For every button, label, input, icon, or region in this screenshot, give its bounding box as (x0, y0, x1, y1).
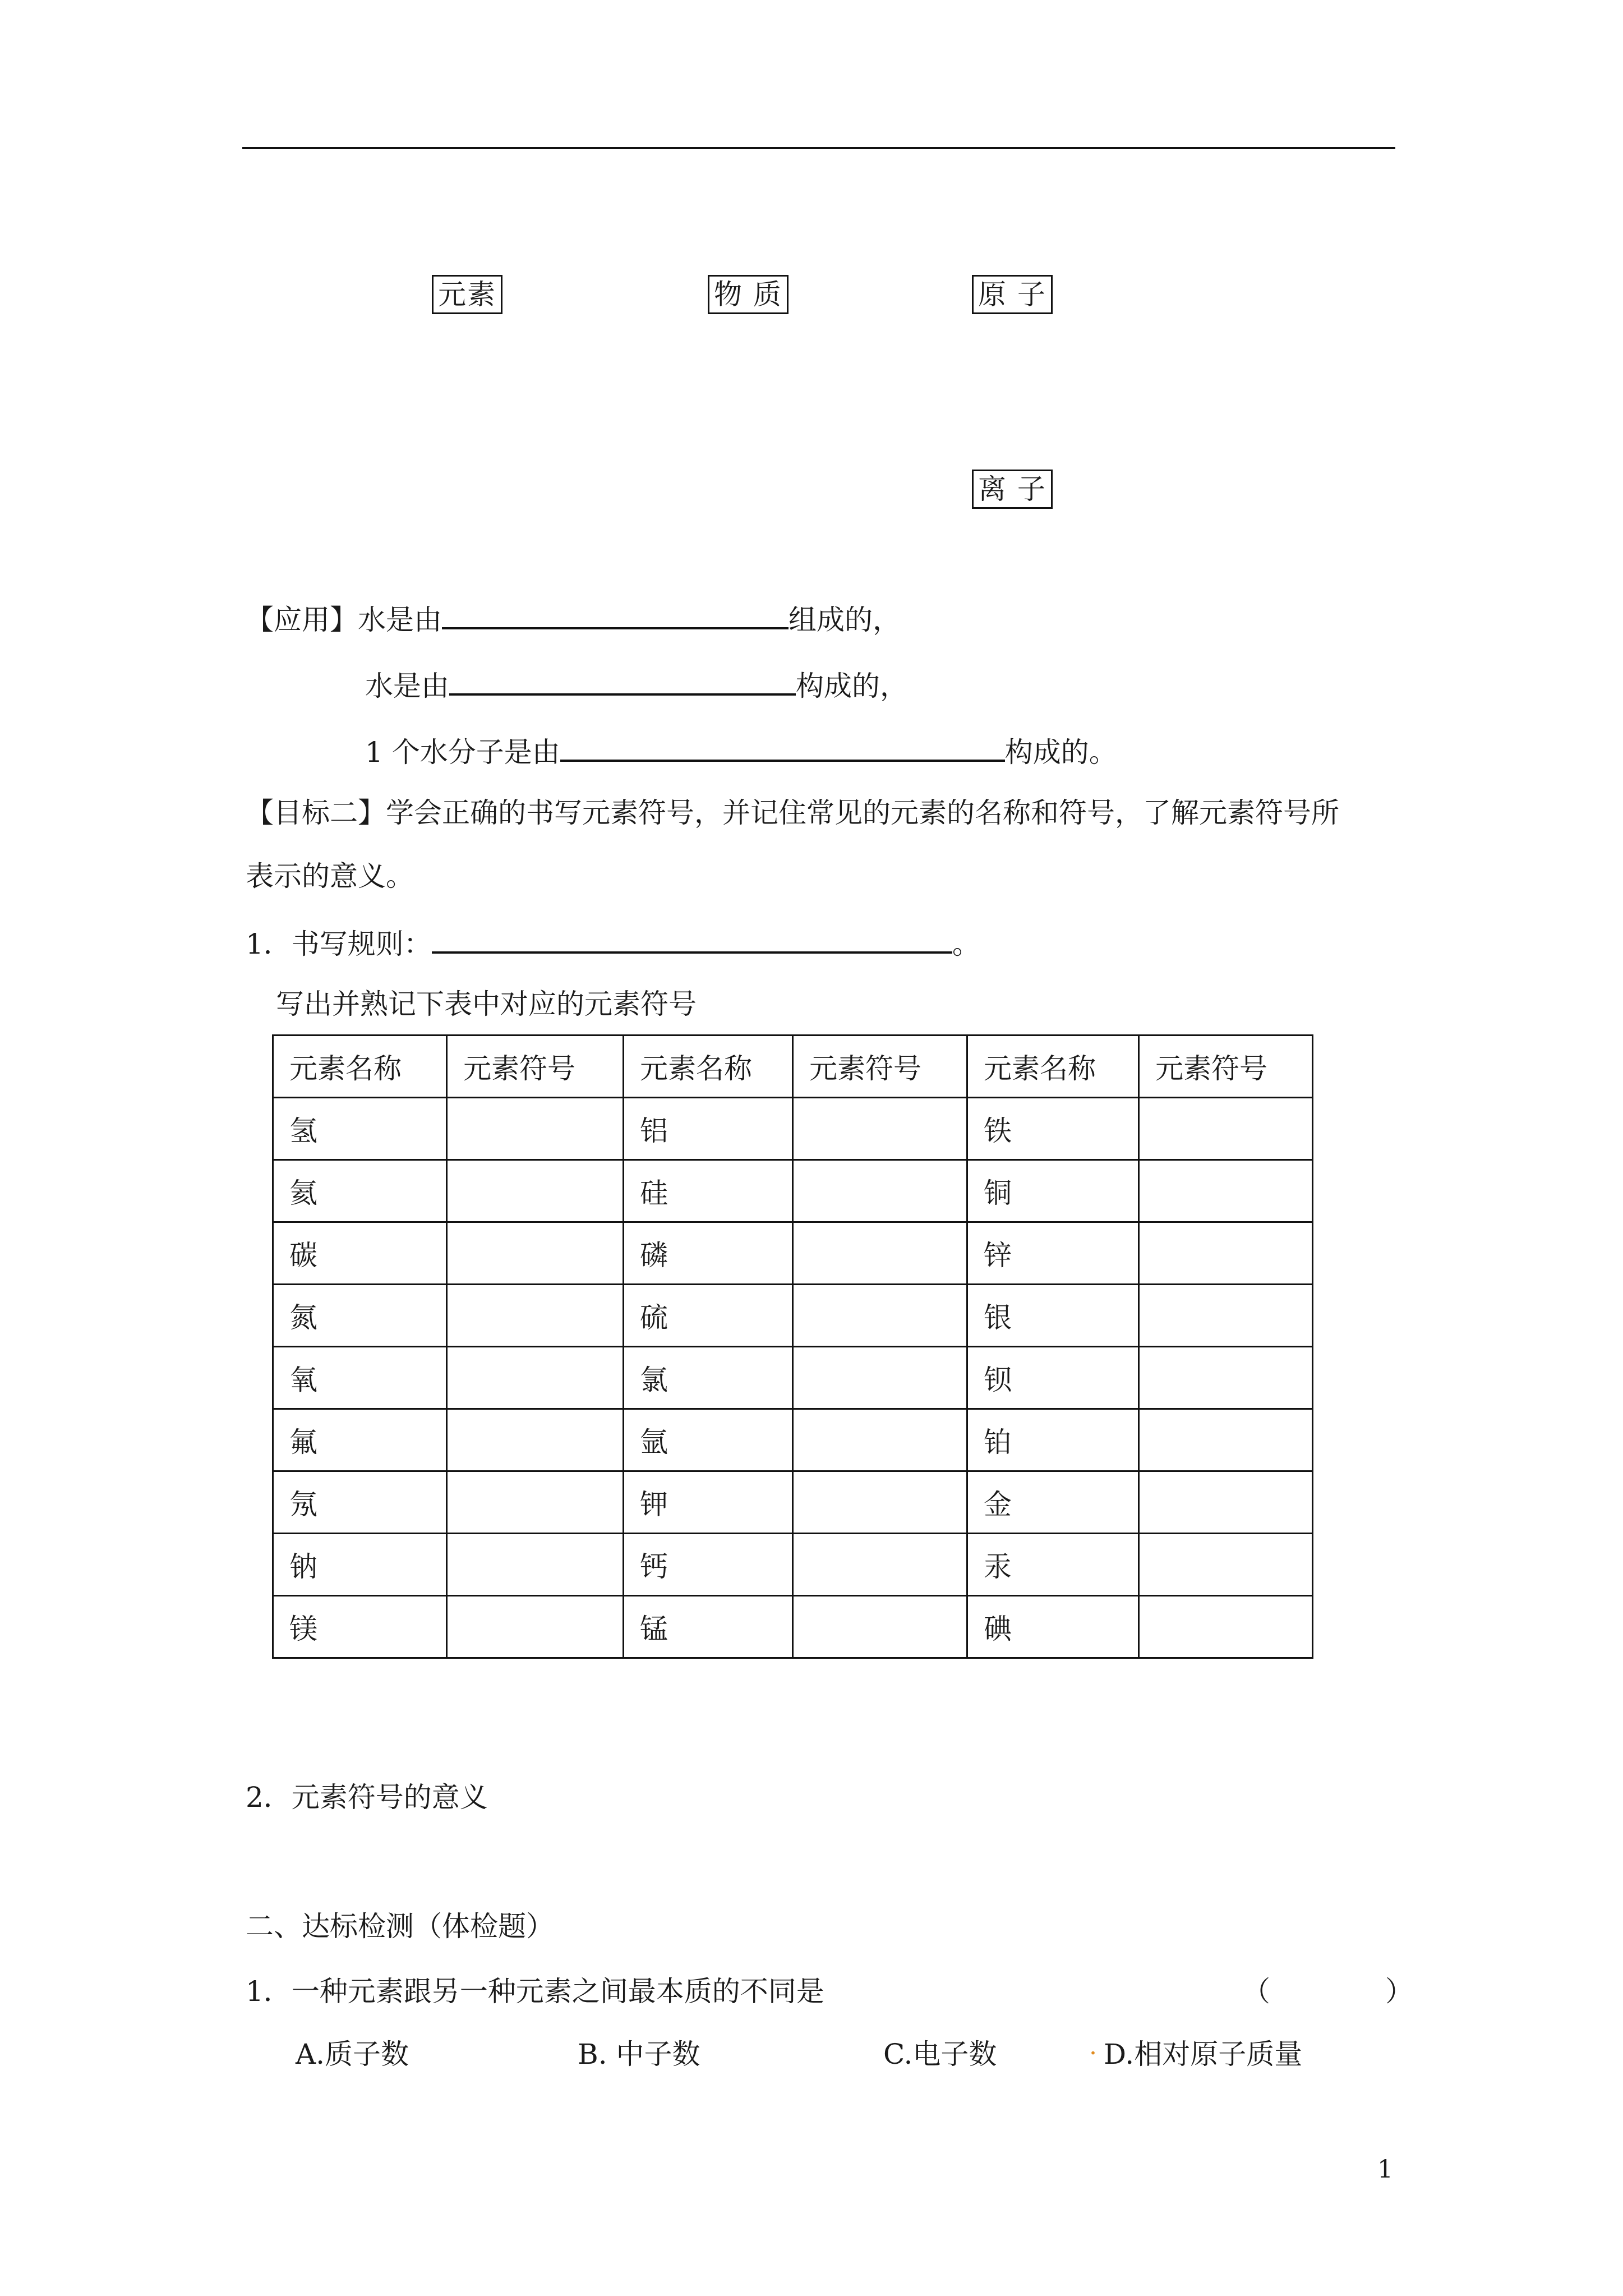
element-symbol-cell[interactable] (1139, 1160, 1313, 1222)
element-name-cell: 氦 (273, 1160, 447, 1222)
element-name-cell: 磷 (624, 1222, 793, 1285)
question1-stem: 1．一种元素跟另一种元素之间最本质的不同是 (246, 1975, 824, 2008)
application-line1-suffix: 组成的， (789, 604, 901, 636)
writing-rule-prefix: 1．书写规则： (246, 928, 432, 960)
table-row (273, 1409, 1313, 1471)
box-atom: 原 子 (972, 275, 1053, 314)
element-name-cell: 碳 (273, 1222, 447, 1285)
table-row (273, 1285, 1313, 1347)
element-symbol-cell[interactable] (793, 1534, 967, 1596)
element-symbol-cell[interactable] (1139, 1471, 1313, 1534)
box-element: 元素 (432, 275, 502, 314)
answer-paren-close: ） (1385, 1975, 1413, 2008)
element-symbol-cell[interactable] (447, 1222, 624, 1285)
answer-blank-1[interactable] (442, 599, 789, 629)
element-name-cell: 氮 (273, 1285, 447, 1347)
element-symbol-cell[interactable] (793, 1471, 967, 1534)
element-symbol-cell[interactable] (1139, 1409, 1313, 1471)
element-name-cell: 铂 (967, 1409, 1139, 1471)
element-symbol-cell[interactable] (793, 1347, 967, 1409)
page-number: 1 (1377, 2155, 1393, 2184)
element-name-cell: 硅 (624, 1160, 793, 1222)
element-symbol-cell[interactable] (447, 1098, 624, 1160)
element-name-cell: 氖 (273, 1471, 447, 1534)
element-symbol-cell[interactable] (447, 1285, 624, 1347)
option-a[interactable]: A.质子数 (296, 2038, 409, 2070)
element-name-cell: 汞 (967, 1534, 1139, 1596)
header-rule (242, 147, 1395, 149)
element-name-cell: 钡 (967, 1347, 1139, 1409)
element-name-cell: 银 (967, 1285, 1139, 1347)
element-symbol-cell[interactable] (793, 1222, 967, 1285)
element-name-cell: 氩 (624, 1409, 793, 1471)
box-ion: 离 子 (972, 470, 1053, 509)
answer-blank-2[interactable] (449, 665, 796, 696)
writing-rule-suffix: 。 (952, 928, 980, 960)
application-line-3 (365, 731, 1117, 770)
answer-paren-open: （ (1242, 1975, 1270, 2008)
element-name-cell: 镁 (273, 1596, 447, 1658)
element-name-cell: 碘 (967, 1596, 1139, 1658)
element-symbol-cell[interactable] (793, 1596, 967, 1658)
element-name-cell: 氢 (273, 1098, 447, 1160)
decorative-dot: . (1089, 2032, 1097, 2060)
application-line2-suffix: 构成的， (796, 670, 908, 702)
application-line3-suffix: 构成的。 (1004, 736, 1117, 769)
option-c[interactable]: C.电子数 (883, 2038, 997, 2070)
application-line3-prefix: 1 个水分子是由 (365, 736, 560, 769)
element-name-cell: 铝 (624, 1098, 793, 1160)
header-cell: 元素名称 (967, 1036, 1139, 1098)
box-substance: 物 质 (708, 275, 789, 314)
element-name-cell: 钾 (624, 1471, 793, 1534)
element-name-cell: 氯 (624, 1347, 793, 1409)
element-symbol-cell[interactable] (1139, 1285, 1313, 1347)
table-row (273, 1534, 1313, 1596)
header-cell: 元素符号 (793, 1036, 967, 1098)
element-symbol-cell[interactable] (1139, 1347, 1313, 1409)
application-tag: 【应用】 (246, 604, 358, 636)
header-cell: 元素符号 (1139, 1036, 1313, 1098)
option-b[interactable]: B. 中子数 (578, 2038, 700, 2070)
answer-blank-3[interactable] (560, 731, 1005, 762)
element-symbol-cell[interactable] (1139, 1098, 1313, 1160)
table-row (273, 1222, 1313, 1285)
element-symbol-cell[interactable] (447, 1471, 624, 1534)
element-name-cell: 氟 (273, 1409, 447, 1471)
writing-rule-blank[interactable] (432, 923, 952, 954)
element-name-cell: 钙 (624, 1534, 793, 1596)
element-symbol-cell[interactable] (1139, 1222, 1313, 1285)
writing-rule-line (246, 923, 980, 962)
element-symbol-cell[interactable] (447, 1596, 624, 1658)
element-symbol-cell[interactable] (447, 1347, 624, 1409)
table-row (273, 1347, 1313, 1409)
element-name-cell: 锰 (624, 1596, 793, 1658)
header-cell: 元素符号 (447, 1036, 624, 1098)
application-line-1 (246, 599, 901, 638)
table-header-row (273, 1036, 1313, 1098)
goal2-line-1: 【目标二】学会正确的书写元素符号，并记住常见的元素的名称和符号，了解元素符号所 (246, 797, 1339, 829)
goal2-line-2: 表示的意义。 (246, 860, 414, 892)
element-table (272, 1034, 1313, 1659)
element-name-cell: 铁 (967, 1098, 1139, 1160)
element-symbol-cell[interactable] (1139, 1596, 1313, 1658)
header-cell: 元素名称 (624, 1036, 793, 1098)
element-symbol-cell[interactable] (1139, 1534, 1313, 1596)
table-row (273, 1471, 1313, 1534)
symbol-meaning-heading: 2．元素符号的意义 (246, 1781, 488, 1814)
table-row (273, 1098, 1313, 1160)
header-cell: 元素名称 (273, 1036, 447, 1098)
element-name-cell: 钠 (273, 1534, 447, 1596)
element-symbol-cell[interactable] (793, 1285, 967, 1347)
element-symbol-cell[interactable] (447, 1160, 624, 1222)
element-symbol-cell[interactable] (793, 1098, 967, 1160)
element-symbol-cell[interactable] (447, 1409, 624, 1471)
element-name-cell: 硫 (624, 1285, 793, 1347)
table-row (273, 1596, 1313, 1658)
table-row (273, 1160, 1313, 1222)
application-line2-prefix: 水是由 (365, 670, 449, 702)
application-line-2 (365, 665, 908, 704)
element-name-cell: 金 (967, 1471, 1139, 1534)
element-name-cell: 锌 (967, 1222, 1139, 1285)
element-name-cell: 氧 (273, 1347, 447, 1409)
application-line1-prefix: 水是由 (358, 604, 442, 636)
option-d[interactable]: D.相对原子质量 (1104, 2038, 1303, 2070)
element-name-cell: 铜 (967, 1160, 1139, 1222)
section2-title: 二、达标检测（体检题） (246, 1910, 554, 1943)
element-symbol-cell[interactable] (793, 1409, 967, 1471)
element-symbol-cell[interactable] (447, 1534, 624, 1596)
element-symbol-cell[interactable] (793, 1160, 967, 1222)
table-intro: 写出并熟记下表中对应的元素符号 (276, 988, 697, 1020)
